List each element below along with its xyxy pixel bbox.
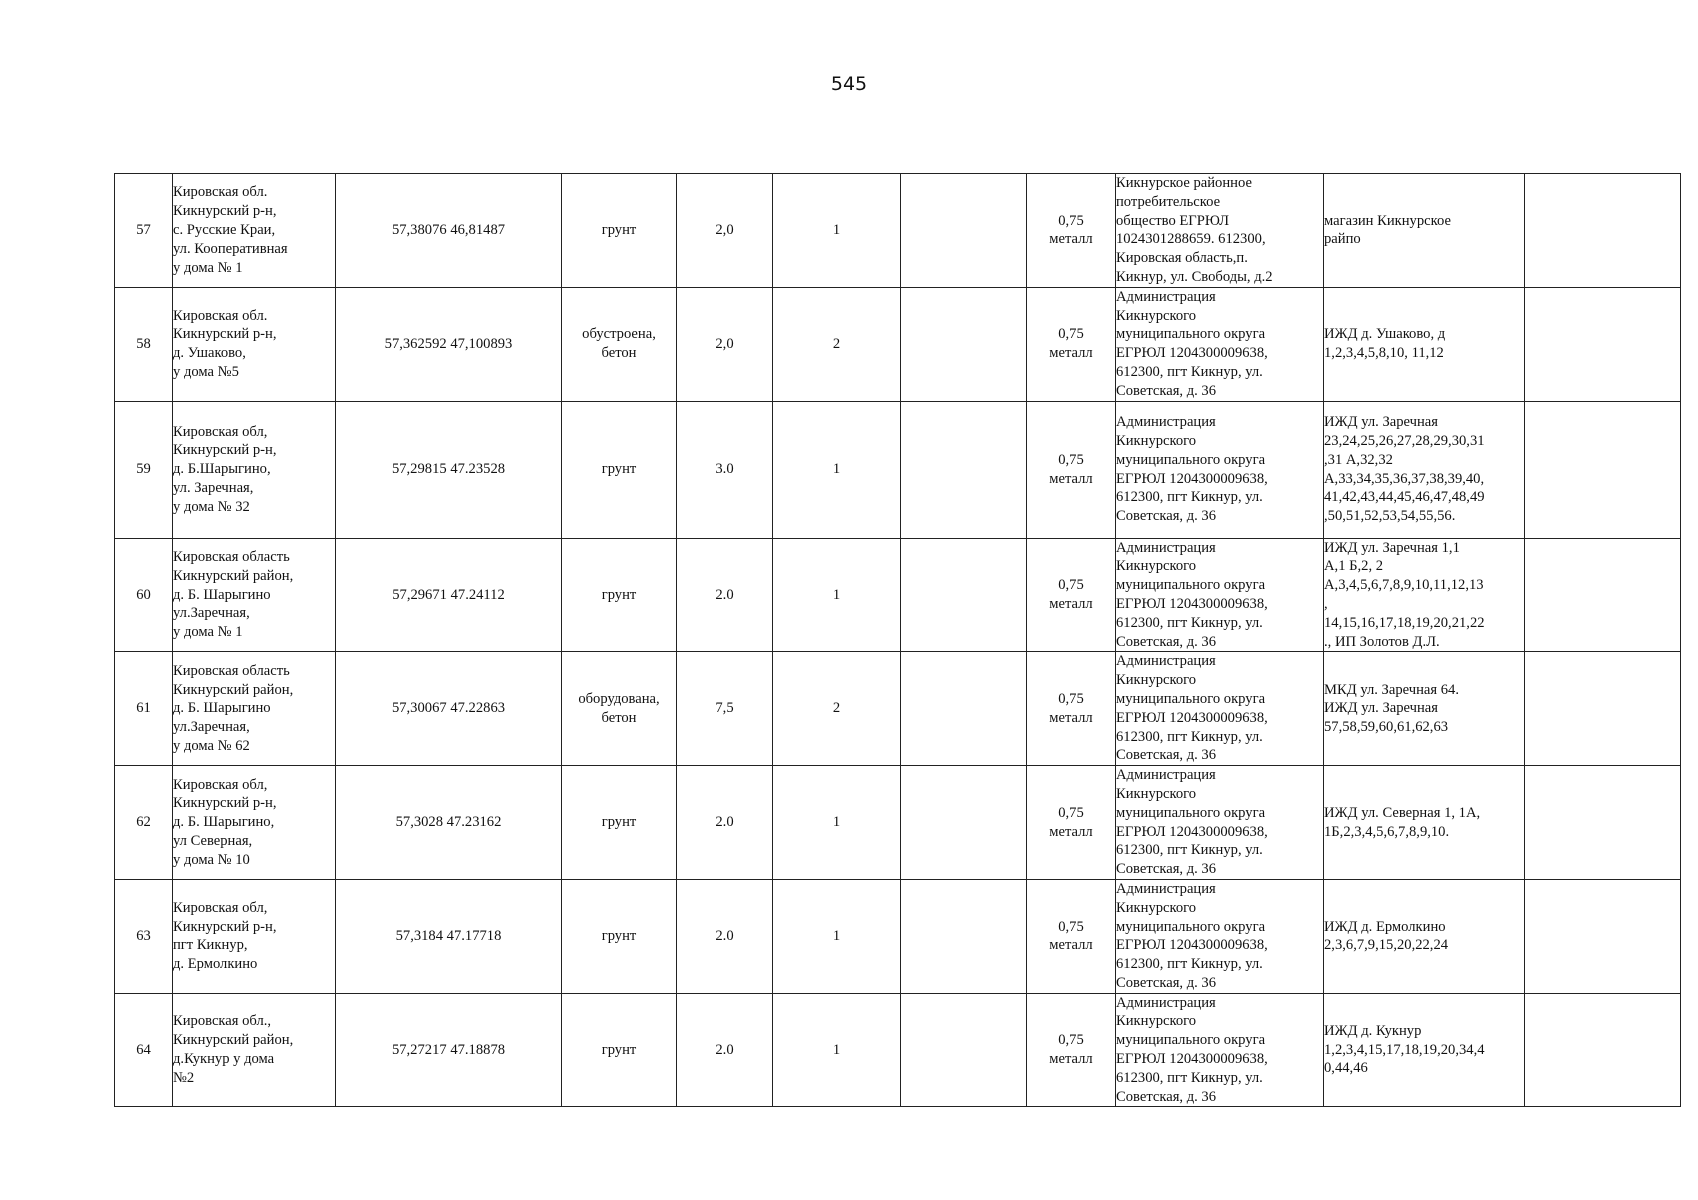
extra-cell xyxy=(1525,538,1681,652)
containers-planned-cell xyxy=(901,993,1027,1107)
address-cell: Кировская обл. Кикнурский р-н, с. Русские Краи, ул. Кооперативная у дома № 1 xyxy=(173,174,336,288)
owner-cell: Администрация Кикнурского муниципального округа ЕГРЮЛ 1204300009638, 612300, пгт Кикнур, ул. Советская, д. 36 xyxy=(1116,879,1324,993)
waste-sources-cell: магазин Кикнурское райпо xyxy=(1324,174,1525,288)
owner-cell: Администрация Кикнурского муниципального округа ЕГРЮЛ 1204300009638, 612300, пгт Кикнур, ул. Советская, д. 36 xyxy=(1116,766,1324,880)
extra-cell xyxy=(1525,287,1681,401)
containers-planned-cell xyxy=(901,287,1027,401)
area-cell: 7,5 xyxy=(677,652,773,766)
surface-cell: оборудована, бетон xyxy=(562,652,677,766)
address-cell: Кировская обл, Кикнурский р-н, пгт Кикнур, д. Ермолкино xyxy=(173,879,336,993)
address-cell: Кировская обл, Кикнурский р-н, д. Б.Шарыгино, ул. Заречная, у дома № 32 xyxy=(173,401,336,538)
table-row xyxy=(115,652,1681,766)
containers-count-cell: 1 xyxy=(773,538,901,652)
waste-sources-cell: ИЖД д. Ермолкино 2,3,6,7,9,15,20,22,24 xyxy=(1324,879,1525,993)
containers-planned-cell xyxy=(901,174,1027,288)
surface-cell: грунт xyxy=(562,401,677,538)
table-row xyxy=(115,879,1681,993)
row-number: 58 xyxy=(115,287,173,401)
containers-planned-cell xyxy=(901,538,1027,652)
owner-cell: Администрация Кикнурского муниципального округа ЕГРЮЛ 1204300009638, 612300, пгт Кикнур, ул. Советская, д. 36 xyxy=(1116,993,1324,1107)
owner-cell: Администрация Кикнурского муниципального округа ЕГРЮЛ 1204300009638, 612300, пгт Кикнур, ул. Советская, д. 36 xyxy=(1116,538,1324,652)
extra-cell xyxy=(1525,879,1681,993)
area-cell: 2,0 xyxy=(677,287,773,401)
extra-cell xyxy=(1525,401,1681,538)
area-cell: 2.0 xyxy=(677,766,773,880)
row-number: 64 xyxy=(115,993,173,1107)
containers-count-cell: 2 xyxy=(773,652,901,766)
address-cell: Кировская обл. Кикнурский р-н, д. Ушаково, у дома №5 xyxy=(173,287,336,401)
extra-cell xyxy=(1525,652,1681,766)
containers-count-cell: 1 xyxy=(773,879,901,993)
coordinates-cell: 57,30067 47.22863 xyxy=(336,652,562,766)
containers-count-cell: 1 xyxy=(773,766,901,880)
owner-cell: Кикнурское районное потребительское общество ЕГРЮЛ 1024301288659. 612300, Кировская область,п. Кикнур, ул. Свободы, д.2 xyxy=(1116,174,1324,288)
surface-cell: грунт xyxy=(562,993,677,1107)
area-cell: 2.0 xyxy=(677,879,773,993)
containers-planned-cell xyxy=(901,879,1027,993)
coordinates-cell: 57,29671 47.24112 xyxy=(336,538,562,652)
table-row xyxy=(115,287,1681,401)
surface-cell: грунт xyxy=(562,879,677,993)
area-cell: 2.0 xyxy=(677,538,773,652)
page-number: 545 xyxy=(830,73,868,95)
waste-sources-cell: ИЖД ул. Северная 1, 1А, 1Б,2,3,4,5,6,7,8,9,10. xyxy=(1324,766,1525,880)
waste-sites-registry-table xyxy=(114,173,1681,1107)
row-number: 61 xyxy=(115,652,173,766)
owner-cell: Администрация Кикнурского муниципального округа ЕГРЮЛ 1204300009638, 612300, пгт Кикнур, ул. Советская, д. 36 xyxy=(1116,652,1324,766)
row-number: 59 xyxy=(115,401,173,538)
table-row xyxy=(115,174,1681,288)
surface-cell: обустроена, бетон xyxy=(562,287,677,401)
containers-planned-cell xyxy=(901,766,1027,880)
address-cell: Кировская область Кикнурский район, д. Б. Шарыгино ул.Заречная, у дома № 62 xyxy=(173,652,336,766)
container-volume-cell: 0,75 металл xyxy=(1027,652,1116,766)
address-cell: Кировская обл, Кикнурский р-н, д. Б. Шарыгино, ул Северная, у дома № 10 xyxy=(173,766,336,880)
coordinates-cell: 57,29815 47.23528 xyxy=(336,401,562,538)
coordinates-cell: 57,3028 47.23162 xyxy=(336,766,562,880)
surface-cell: грунт xyxy=(562,538,677,652)
table-row xyxy=(115,538,1681,652)
table-row xyxy=(115,401,1681,538)
waste-sources-cell: ИЖД ул. Заречная 23,24,25,26,27,28,29,30,31 ,31 А,32,32 А,33,34,35,36,37,38,39,40, 41,42,43,44,45,46,47,48,49 ,50,51,52,53,54,55,56. xyxy=(1324,401,1525,538)
container-volume-cell: 0,75 металл xyxy=(1027,401,1116,538)
coordinates-cell: 57,27217 47.18878 xyxy=(336,993,562,1107)
container-volume-cell: 0,75 металл xyxy=(1027,174,1116,288)
container-volume-cell: 0,75 металл xyxy=(1027,993,1116,1107)
surface-cell: грунт xyxy=(562,174,677,288)
area-cell: 2,0 xyxy=(677,174,773,288)
row-number: 63 xyxy=(115,879,173,993)
area-cell: 3.0 xyxy=(677,401,773,538)
area-cell: 2.0 xyxy=(677,993,773,1107)
containers-planned-cell xyxy=(901,401,1027,538)
row-number: 62 xyxy=(115,766,173,880)
surface-cell: грунт xyxy=(562,766,677,880)
coordinates-cell: 57,362592 47,100893 xyxy=(336,287,562,401)
waste-sources-cell: ИЖД ул. Заречная 1,1 А,1 Б,2, 2 А,3,4,5,6,7,8,9,10,11,12,13 , 14,15,16,17,18,19,20,21,22 ., ИП Золотов Д.Л. xyxy=(1324,538,1525,652)
extra-cell xyxy=(1525,174,1681,288)
row-number: 60 xyxy=(115,538,173,652)
owner-cell: Администрация Кикнурского муниципального округа ЕГРЮЛ 1204300009638, 612300, пгт Кикнур, ул. Советская, д. 36 xyxy=(1116,401,1324,538)
containers-count-cell: 1 xyxy=(773,993,901,1107)
containers-count-cell: 1 xyxy=(773,401,901,538)
owner-cell: Администрация Кикнурского муниципального округа ЕГРЮЛ 1204300009638, 612300, пгт Кикнур, ул. Советская, д. 36 xyxy=(1116,287,1324,401)
containers-planned-cell xyxy=(901,652,1027,766)
container-volume-cell: 0,75 металл xyxy=(1027,287,1116,401)
row-number: 57 xyxy=(115,174,173,288)
table-row xyxy=(115,993,1681,1107)
container-volume-cell: 0,75 металл xyxy=(1027,879,1116,993)
table-row xyxy=(115,766,1681,880)
address-cell: Кировская область Кикнурский район, д. Б. Шарыгино ул.Заречная, у дома № 1 xyxy=(173,538,336,652)
extra-cell xyxy=(1525,993,1681,1107)
address-cell: Кировская обл., Кикнурский район, д.Кукнур у дома №2 xyxy=(173,993,336,1107)
extra-cell xyxy=(1525,766,1681,880)
waste-sources-cell: МКД ул. Заречная 64. ИЖД ул. Заречная 57,58,59,60,61,62,63 xyxy=(1324,652,1525,766)
waste-sources-cell: ИЖД д. Кукнур 1,2,3,4,15,17,18,19,20,34,4 0,44,46 xyxy=(1324,993,1525,1107)
containers-count-cell: 1 xyxy=(773,174,901,288)
container-volume-cell: 0,75 металл xyxy=(1027,766,1116,880)
coordinates-cell: 57,38076 46,81487 xyxy=(336,174,562,288)
coordinates-cell: 57,3184 47.17718 xyxy=(336,879,562,993)
containers-count-cell: 2 xyxy=(773,287,901,401)
waste-sources-cell: ИЖД д. Ушаково, д 1,2,3,4,5,8,10, 11,12 xyxy=(1324,287,1525,401)
container-volume-cell: 0,75 металл xyxy=(1027,538,1116,652)
